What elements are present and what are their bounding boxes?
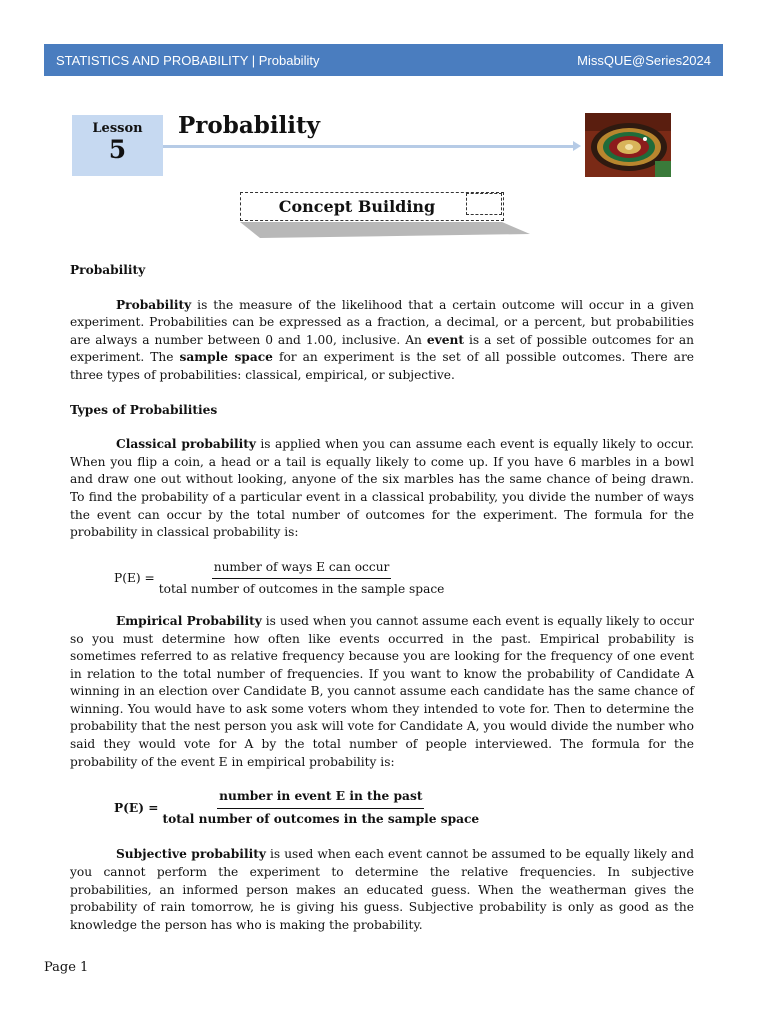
concept-box bbox=[240, 192, 504, 221]
paragraph-empirical bbox=[70, 613, 694, 771]
term-probability: Probability bbox=[116, 297, 192, 312]
term-empirical: Empirical Probability bbox=[116, 613, 262, 628]
fraction bbox=[162, 788, 479, 828]
section-heading-types: Types of Probabilities bbox=[70, 402, 218, 417]
text-segment: is applied when you can assume each event is equally likely to occur. When you flip a coin, a head or a tail is equally likely to come up. If you have 6 marbles in a bowl and draw one out without looking, anyone of the six marbles has the same chance of being drawn. To find the probability of a particular event in a classical probability, you divide the number of ways the event can occur by the total number of outcomes for the experiment. The formula for the probability in classical probability is: bbox=[70, 437, 694, 540]
formula-lhs: P(E) = bbox=[114, 571, 155, 586]
formula-classical bbox=[114, 559, 694, 599]
concept-building-banner bbox=[240, 192, 530, 242]
term-classical: Classical probability bbox=[116, 437, 256, 452]
fraction-denominator: total number of outcomes in the sample space bbox=[162, 811, 480, 826]
concept-label: Concept Building bbox=[278, 197, 436, 216]
title-divider bbox=[163, 145, 575, 148]
formula-empirical bbox=[114, 788, 694, 828]
term-subjective: Subjective probability bbox=[116, 847, 266, 862]
arrow-head-icon bbox=[573, 141, 581, 151]
term-sample-space: sample space bbox=[179, 350, 273, 365]
paragraph-subjective bbox=[70, 846, 694, 934]
paragraph-classical bbox=[70, 436, 694, 542]
header-series: MissQUE@Series2024 bbox=[577, 52, 711, 68]
page-title: Probability bbox=[178, 112, 321, 139]
fraction-denominator: total number of outcomes in the sample space bbox=[158, 582, 445, 597]
concept-tab bbox=[466, 193, 502, 215]
roulette-wheel-image bbox=[585, 113, 671, 177]
text-segment: is used when you cannot assume each event is equally likely to occur so you must determine how often like events occurred in the past. Empirical probability is sometimes referred to as relative frequency because you are looking for the frequency of one event in relation to the total number of frequencies. If you want to know the probability of Candidate A winning in an election over Candidate B, you cannot assume each candidate has the same chance of winning. You would have to ask some voters whom they intended to vote for. Then to determine the probability that the nest person you ask will vote for Candidate A, you would divide the number who said they would vote for A by the total number of people interviewed. The formula for the probability of the event E in empirical probability is: bbox=[70, 613, 694, 769]
lesson-number: 5 bbox=[108, 135, 127, 164]
paragraph-probability bbox=[70, 297, 694, 385]
text-segment: is the measure of the likelihood that a certain outcome will occur in a given experiment. Probabilities can be expressed as a fraction, a decimal, or a percent, but probabilities are always a number between 0 and 1.00, inclusive. An bbox=[70, 297, 694, 347]
header-subject: STATISTICS AND PROBABILITY | Probability bbox=[56, 52, 320, 68]
text-segment: is used when each event cannot be assumed to be equally likely and you cannot perform the experiment to determine the relative frequencies. In subjective probabilities, an informed person makes an educated guess. When the weatherman gives the probability of rain tomorrow, he is giving his guess. Subjective probability is only as good as the knowledge the person has who is making the probability. bbox=[70, 847, 694, 932]
fraction bbox=[159, 559, 445, 599]
text-segment: is a set of possible outcomes for an experiment. The bbox=[70, 332, 694, 365]
term-event: event bbox=[426, 332, 464, 347]
lesson-label: Lesson bbox=[92, 121, 143, 136]
fraction-numerator: number of ways E can occur bbox=[212, 559, 392, 580]
header-banner bbox=[44, 44, 723, 76]
lesson-badge bbox=[72, 115, 163, 176]
fraction-numerator: number in event E in the past bbox=[217, 788, 424, 809]
page-number: Page 1 bbox=[44, 960, 89, 975]
lesson-content bbox=[70, 262, 694, 934]
formula-lhs: P(E) = bbox=[114, 800, 159, 815]
text-segment: for an experiment is the set of all possible outcomes. There are three types of probabilities: classical, empirical, or subjective. bbox=[70, 350, 694, 382]
section-heading-probability: Probability bbox=[70, 263, 146, 277]
